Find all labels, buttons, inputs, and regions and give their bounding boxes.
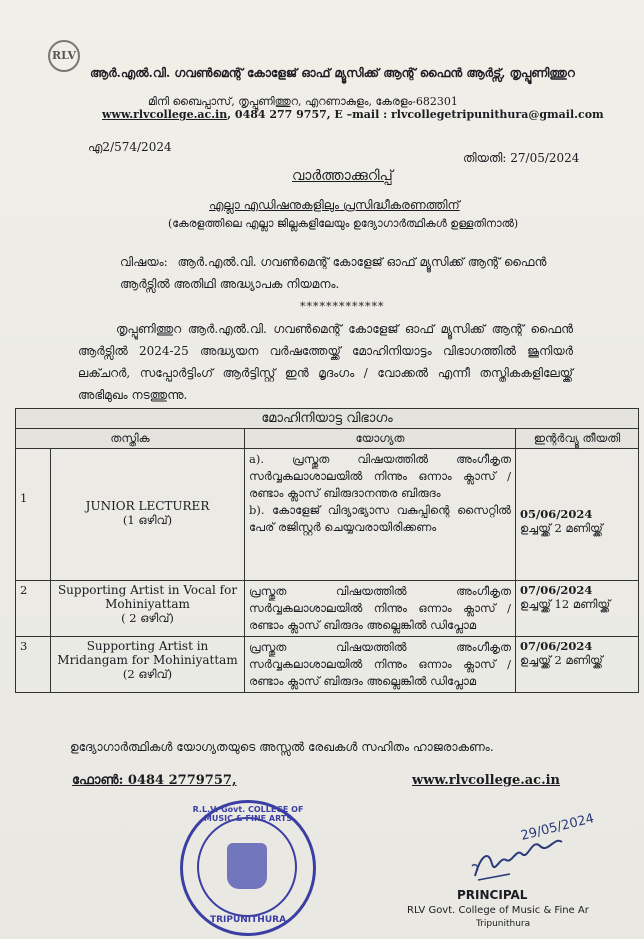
signature-block	[470, 811, 620, 888]
seal-bottom-text: TRIPUNITHURA	[209, 915, 287, 925]
college-seal	[180, 800, 316, 936]
email-link[interactable]: rlvcollegetripunithura@gmail.com	[390, 108, 604, 121]
table-row	[16, 637, 639, 693]
subject-label: വിഷയം:	[120, 255, 168, 269]
interview-cell	[516, 449, 639, 581]
qualification-a: പ്രസ്തുത വിഷയത്തിൽ അംഗീകൃത സർവ്വകലാശാലയിൽ നിന്നും ഒന്നാം ക്ലാസ് / രണ്ടാം ക്ലാസ് ബിരുദം അല്ലെങ്കിൽ ഡിപ്ലോമ	[249, 584, 511, 632]
signature-date: 29/05/2024	[519, 811, 596, 844]
interview-cell	[516, 637, 639, 693]
interview-cell	[516, 581, 639, 637]
qualification-a: a). പ്രസ്തുത വിഷയത്തിൽ അംഗീകൃത സർവ്വകലാശാലയിൽ നിന്നും ഒന്നാം ക്ലാസ് / രണ്ടാം ക്ലാസ് ബിരുദാനന്തര ബിരുദം	[249, 452, 511, 500]
document-date: തിയതി: 27/05/2024	[463, 151, 580, 165]
row-number: 3	[16, 637, 51, 693]
post-cell	[51, 581, 245, 637]
interview-date: 07/06/2024	[520, 583, 593, 597]
vacancy-table	[15, 408, 639, 693]
reference-number: എ2/574/2024	[88, 140, 172, 154]
column-header-interview-date: ഇന്റർവ്യൂ തീയതി	[516, 429, 639, 449]
row-number-text: 1	[20, 491, 28, 505]
vacancy-count: (1 ഒഴിവ്)	[122, 513, 173, 527]
footer-website-link[interactable]: www.rlvcollege.ac.in	[412, 773, 561, 788]
row-number	[16, 449, 51, 581]
table-caption: മോഹിനിയാട്ട വിഭാഗം	[16, 409, 639, 429]
interview-time: ഉച്ചയ്ക്ക് 12 മണിയ്ക്ക്	[520, 597, 611, 611]
qualification-cell	[245, 449, 516, 581]
post-name: JUNIOR LECTURER	[85, 499, 210, 513]
footer-note: ഉദ്യോഗാർത്ഥികൾ യോഗ്യതയുടെ അസ്സൽ രേഖകൾ സഹിതം ഹാജരാകണം.	[70, 740, 494, 754]
subject-block	[120, 251, 570, 295]
website-link[interactable]: www.rlvcollege.ac.in	[102, 108, 228, 121]
post-cell	[51, 637, 245, 693]
interview-time: ഉച്ചയ്ക്ക് 2 മണിയ്ക്ക്	[520, 653, 603, 667]
college-name: ആർ.എൽ.വി. ഗവൺമെന്റ് കോളേജ് ഓഫ് മ്യൂസിക്ക് ആന്റ് ഫൈൻ ആർട്സ്, തൃപ്പൂണിത്തുറ	[90, 66, 575, 80]
interview-time: ഉച്ചയ്ക്ക് 2 മണിയ്ക്ക്	[520, 521, 603, 535]
header-phone: , 0484 277 9757	[227, 108, 327, 121]
column-header-post: തസ്തിക	[16, 429, 245, 449]
interview-date: 07/06/2024	[520, 639, 593, 653]
interview-date: 05/06/2024	[520, 507, 593, 521]
state-emblem-icon	[227, 843, 267, 889]
principal-place: Tripunithura	[476, 919, 531, 929]
email-label: , E –mail :	[326, 108, 391, 121]
qualification-cell	[245, 637, 516, 693]
body-paragraph: തൃപ്പൂണിത്തുറ ആർ.എൽ.വി. ഗവൺമെന്റ് കോളേജ് ഓഫ് മ്യൂസിക്ക് ആന്റ് ഫൈൻ ആർട്സിൽ 2024-25 അദ്ധ്യയന വർഷത്തേയ്ക്ക് മോഹിനിയാട്ടം വിഭാഗത്തിൽ ജൂനിയർ ലക്ചറർ, സപ്പോർട്ടിംഗ് ആർട്ടിസ്റ്റ് ഇൻ മൃദംഗം / വോക്കൽ എന്നീ തസ്തികകളിലേയ്ക്ക് അഭിമുഖം നടത്തുന്നു.	[78, 322, 573, 402]
vacancy-count: (2 ഒഴിവ്)	[122, 667, 173, 681]
separator-stars: *************	[300, 300, 385, 313]
college-logo-icon: RLV	[48, 40, 80, 72]
qualification-a: പ്രസ്തുത വിഷയത്തിൽ അംഗീകൃത സർവ്വകലാശാലയിൽ നിന്നും ഒന്നാം ക്ലാസ് /രണ്ടാം ക്ലാസ് ബിരുദം അല്ലെങ്കിൽ ഡിപ്ലോമ	[249, 640, 511, 688]
row-number: 2	[16, 581, 51, 637]
footer-phone: ഫോൺ: 0484 2779757,	[72, 773, 237, 788]
post-cell	[51, 449, 245, 581]
principal-institution: RLV Govt. College of Music & Fine Ar	[407, 905, 589, 916]
post-name: Supporting Artist in Vocal for Mohiniyattam	[57, 583, 238, 611]
publication-reason: (കേരളത്തിലെ എല്ലാ ജില്ലകളിലേയും ഉദ്യോഗാർത്ഥികൾ ഉള്ളതിനാൽ)	[168, 217, 519, 230]
contact-line	[102, 108, 604, 121]
subject-text: ആർ.എൽ.വി. ഗവൺമെന്റ് കോളേജ് ഓഫ് മ്യൂസിക്ക് ആന്റ് ഫൈൻ ആർട്സിൽ അതിഥി അദ്ധ്യാപക നിയമനം.	[120, 255, 547, 291]
column-header-qualification: യോഗ്യത	[245, 429, 516, 449]
table-row	[16, 449, 639, 581]
qualification-cell	[245, 581, 516, 637]
college-address: മിനി ബൈപ്പാസ്, തൃപ്പൂണിത്തുറ, എറണാകുളം, കേരളം-682301	[148, 95, 458, 108]
seal-top-text: R.L.V. Govt. COLLEGE OF MUSIC & FINE ARTS	[192, 805, 304, 823]
publication-note: എല്ലാ എഡിഷനുകളിലും പ്രസിദ്ധീകരണത്തിന്	[209, 198, 460, 212]
vacancy-count: ( 2 ഒഴിവ്)	[121, 611, 174, 625]
principal-designation: PRINCIPAL	[457, 888, 528, 902]
post-name: Supporting Artist in Mridangam for Mohiniyattam	[57, 639, 238, 667]
table-row	[16, 581, 639, 637]
document-title: വാർത്താക്കുറിപ്പ്	[292, 168, 393, 184]
qualification-b: b). കോളേജ് വിദ്യാഭ്യാസ വകുപ്പിന്റെ സൈറ്റിൽ പേര് രജിസ്റ്റർ ചെയ്യവരായിരിക്കണം	[249, 503, 511, 534]
